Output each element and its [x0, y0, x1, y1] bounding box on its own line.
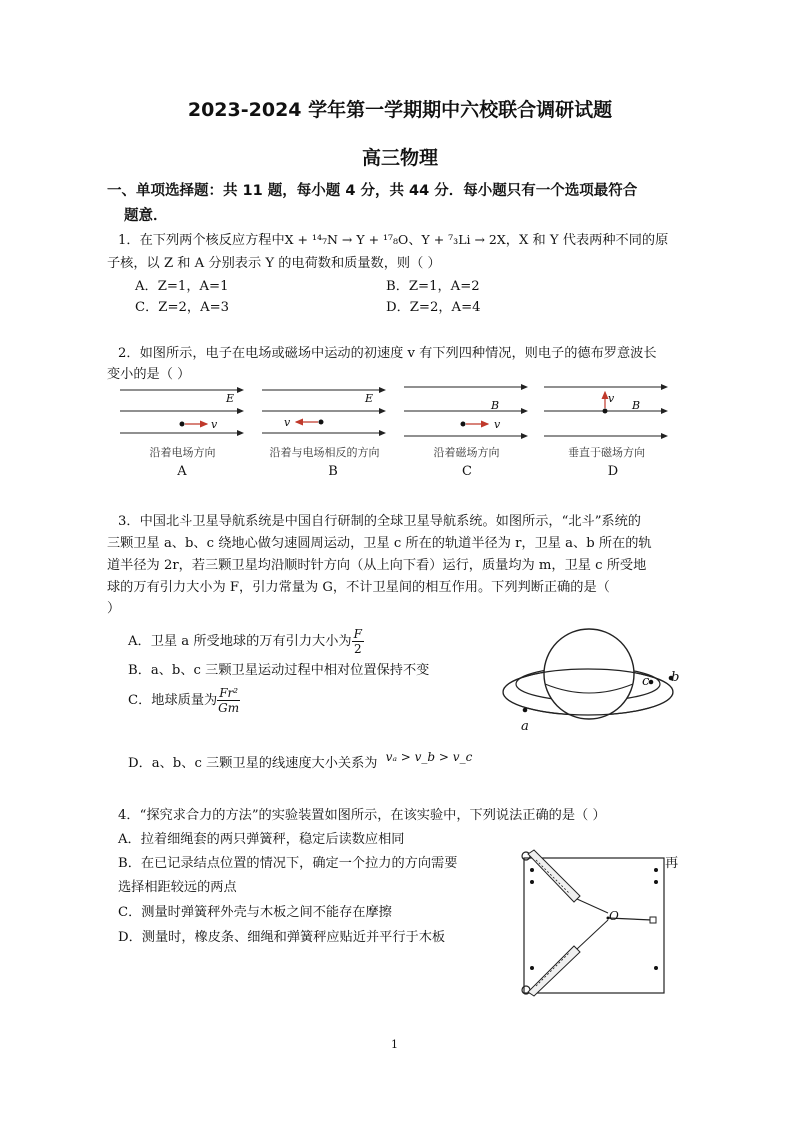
q1-option-a: A．Z=1，A=1	[135, 279, 229, 294]
q2-diagram-d	[544, 387, 667, 436]
q4-option-d: D．测量时，橡皮条、细绳和弹簧秤应贴近并平行于木板	[118, 930, 446, 945]
q1-equation-2: Y + ⁷₃Li → 2X	[421, 232, 506, 247]
spring-scale-lower	[522, 920, 608, 996]
q1-stem-suffix: ，X 和 Y 代表两种不同的原	[505, 233, 669, 248]
spring-scale-upper	[522, 850, 608, 913]
q2-letter-a: A	[177, 464, 187, 479]
q1-stem-prefix: 1．在下列两个核反应方程中	[118, 233, 285, 248]
q3-option-a-text: A．卫星 a 所受地球的万有引力大小为	[128, 633, 352, 649]
q3-option-c-fraction	[217, 686, 240, 715]
q3-stem-line1: 3．中国北斗卫星导航系统是中国自行研制的全球卫星导航系统。如图所示，“北斗”系统的	[118, 514, 641, 529]
q2-b-v-label: v	[284, 416, 291, 429]
q4-apparatus-diagram	[518, 848, 678, 998]
q2-d-v-label: v	[608, 392, 615, 405]
q3-label-a: a	[521, 719, 529, 734]
q2-caption-a: 沿着电场方向	[149, 446, 216, 459]
q1-option-b: B．Z=1，A=2	[386, 279, 480, 294]
q2-c-field-label: B	[491, 399, 500, 412]
q3-option-c-numerator: Fr²	[219, 686, 239, 700]
q4-knot-label: O	[609, 909, 619, 923]
q2-diagram-a	[120, 390, 243, 433]
q3-option-d	[128, 750, 473, 774]
q1-stem-line1	[118, 230, 668, 251]
q4-option-a: A．拉着细绳套的两只弹簧秤，稳定后读数应相同	[118, 832, 405, 847]
q2-stem-line2: 变小的是（ ）	[107, 367, 191, 382]
q3-option-c	[128, 686, 240, 715]
q1-equation-1: X + ¹⁴₇N → Y + ¹⁷₈O	[284, 232, 409, 247]
section-heading: 一、单项选择题：共 11 题，每小题 4 分，共 44 分．每小题只有一个选项最符合	[107, 183, 638, 199]
q1-sep: 、	[408, 233, 422, 248]
q3-stem-line5: ）	[107, 601, 121, 616]
q1-stem-line2: 子核，以 Z 和 A 分别表示 Y 的电荷数和质量数，则（ ）	[107, 256, 441, 271]
q2-b-field-label: E	[365, 392, 374, 405]
q2-diagrams	[0, 380, 800, 480]
q2-a-field-label: E	[226, 392, 235, 405]
q3-option-c-denominator: Gm	[218, 701, 240, 715]
q3-stem-line3: 道半径为 2r，若三颗卫星均沿顺时针方向（从上向下看）运行，质量均为 m，卫星 c 所受地	[107, 558, 647, 573]
satellite-a	[523, 708, 528, 713]
q4-option-b: B．在已记录结点位置的情况下，确定一个拉力的方向需要	[118, 856, 458, 871]
q3-option-a-numerator: F	[353, 627, 362, 641]
q2-d-field-label: B	[632, 399, 641, 412]
q3-label-c: c	[642, 674, 650, 689]
q3-orbit-diagram	[493, 622, 693, 732]
q4-option-b-tail: 再	[665, 856, 679, 871]
q2-a-v-label: v	[211, 418, 218, 431]
q1-option-d: D．Z=2，A=4	[386, 300, 481, 315]
q3-option-a-fraction	[352, 627, 364, 656]
page-number: 1	[391, 1038, 398, 1051]
q2-caption-b: 沿着与电场相反的方向	[269, 446, 380, 459]
q3-stem-line2: 三颗卫星 a、b、c 绕地心做匀速圆周运动，卫星 c 所在的轨道半径为 r，卫星 a、b 所在的轨	[107, 536, 652, 551]
page-subtitle: 高三物理	[361, 147, 438, 169]
q2-letter-b: B	[328, 464, 338, 479]
q2-letter-c: C	[462, 464, 472, 479]
q4-stem: 4．“探究求合力的方法”的实验装置如图所示，在该实验中，下列说法正确的是（ ）	[118, 808, 606, 823]
q3-option-b: B．a、b、c 三颗卫星运动过程中相对位置保持不变	[128, 663, 430, 678]
q3-option-a-denominator: 2	[353, 642, 362, 656]
earth-sphere	[544, 629, 634, 719]
q4-option-c: C．测量时弹簧秤外壳与木板之间不能存在摩擦	[118, 905, 392, 920]
q2-stem-line1: 2．如图所示，电子在电场或磁场中运动的初速度 v 有下列四种情况，则电子的德布罗意波长	[118, 346, 657, 361]
q1-option-c: C．Z=2，A=3	[135, 300, 230, 315]
q2-caption-c: 沿着磁场方向	[433, 446, 500, 459]
q3-option-d-expression: vₐ > v_b > v_c	[385, 750, 473, 764]
q2-c-v-label: v	[494, 418, 501, 431]
q2-diagram-c	[404, 387, 527, 436]
q4-option-b-line2: 选择相距较远的两点	[118, 880, 237, 895]
q3-label-b: b	[671, 670, 680, 685]
page-title: 2023-2024 学年第一学期期中六校联合调研试题	[187, 99, 613, 121]
section-heading-cont: 题意．	[124, 208, 168, 224]
q3-option-a	[128, 627, 364, 656]
q3-option-d-text: D．a、b、c 三颗卫星的线速度大小关系为	[128, 756, 378, 771]
q3-option-c-text: C．地球质量为	[128, 692, 218, 708]
q3-stem-line4: 球的万有引力大小为 F，引力常量为 G，不计卫星间的相互作用。下列判断正确的是（	[107, 580, 610, 595]
q2-caption-d: 垂直于磁场方向	[568, 446, 645, 459]
board	[524, 858, 664, 993]
q2-letter-d: D	[607, 464, 619, 479]
